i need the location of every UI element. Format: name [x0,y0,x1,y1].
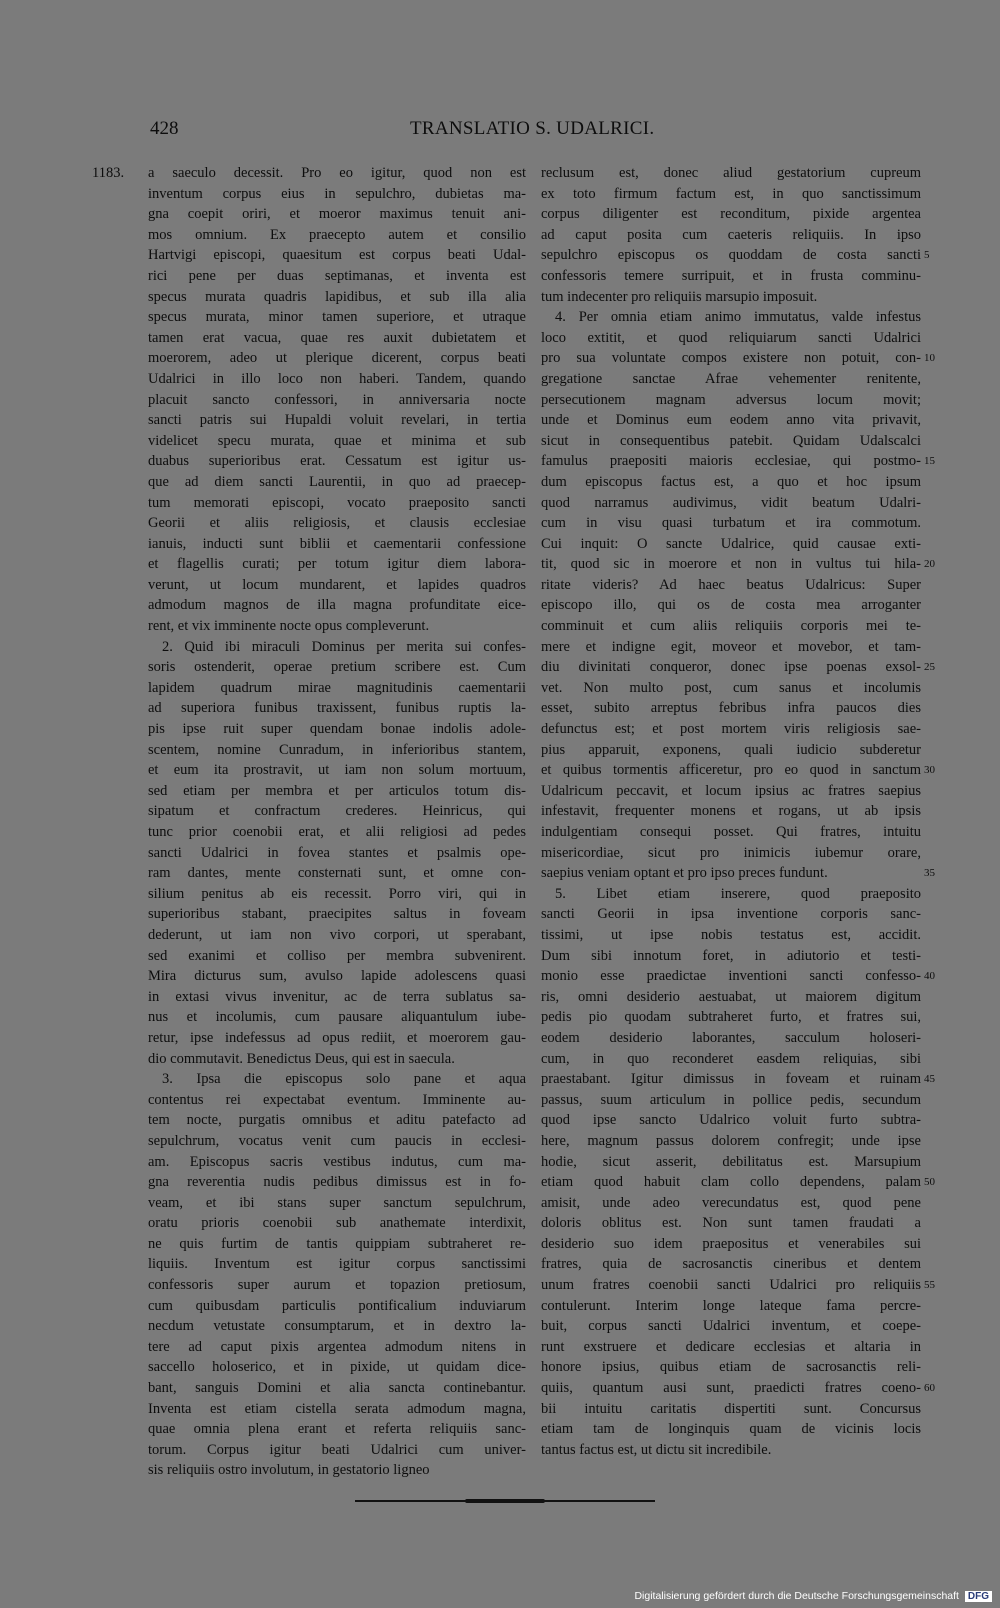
text-line: lapidem quadrum mirae magnitudinis caementarii [148,679,526,696]
text-line: cum, in quo reconderet easdem reliquias, sibi [541,1050,921,1067]
text-line: vet. Non multo post, cum sanus et incolumis [541,679,921,696]
text-line: gregatione sanctae Afrae vehementer renitente, [541,370,921,387]
text-line: cum quibusdam particulis pontificalium induviarum [148,1297,526,1314]
line-number: 55 [924,1279,935,1292]
text-line: reclusum est, donec aliud gestatorium cupreum [541,165,921,181]
text-line: infestavit, frequenter monens et rogans, ut ab ipsis [541,803,921,820]
text-line: am. Episcopus sacris vestibus indutus, cum ma- [148,1153,526,1170]
text-line: here, magnum passus dolorem confregit; unde ipse [541,1132,921,1149]
text-line: fratres, quia de sacrosanctis cineribus et dentem [541,1256,921,1273]
text-line: praestabant. Igitur dimissus in foveam et ruinam [541,1071,921,1088]
text-line: etiam quod habuit clam collo dependens, palam [541,1174,921,1191]
text-line: ianuis, inducti sunt biblii et caementarii confessione [148,535,526,552]
text-line: sancti Udalrici in fovea stantes et psalmis ope- [148,844,526,861]
text-line: moerorem, adeo ut plerique dicerent, corpus beati [148,350,526,367]
text-line: in extasi vivus invenitur, ac de terra sublatus sa- [148,988,526,1005]
text-line: defunctus est; et post mortem viris religiosis sae- [541,721,921,738]
text-line: mos omnium. Ex praecepto autem et consilio [148,226,526,243]
text-line: persecutionem magnam adversus locum movit; [541,391,921,408]
text-line: pedis pio quodam subtraheret furto, et fratres sui, [541,1009,921,1026]
running-title: TRANSLATIO S. UDALRICI. [410,118,655,139]
text-line: Udalricum peccavit, et locum ipsius ac fratres saepius [541,782,921,799]
text-line: tum memorati episcopi, vocato praeposito sancti [148,494,526,511]
text-line: saccello holoserico, et in pixide, ut quidam dice- [148,1359,526,1376]
line-number: 45 [924,1073,935,1086]
text-line: duabus superioribus erat. Cessatum est igitur us- [148,453,526,470]
text-line: gna reverentia nudis pedibus dimissus est in fo- [148,1174,526,1191]
text-line: 2. Quid ibi miraculi Dominus per merita sui confes- [162,638,526,655]
text-line: Inventa est etiam cistella serata admodum magna, [148,1400,526,1417]
text-line: eodem desiderio laborantes, sacculum holoseri- [541,1029,921,1046]
line-number: 15 [924,455,935,468]
text-line: amisit, unde adeo verecundatus est, quod pene [541,1194,921,1211]
text-line: verunt, ut locum mundarent, et lapides quadros [148,576,526,593]
text-line: misericordiae, sicut pro inimicis iubemur orare, [541,844,921,861]
text-line: dum episcopus factus est, a quo et hoc ipsum [541,473,921,490]
text-line: quod narramus audivimus, vidit beatum Udalri- [541,494,921,511]
text-line: silium penitus ab eis recessit. Porro viri, qui in [148,885,526,902]
text-line: famulus praepositi maioris ecclesiae, qui postmo- [541,453,921,470]
line-number: 20 [924,558,935,571]
text-line: comminuit et cum aliis reliquiis corporis mei te- [541,618,921,635]
text-line: tit, quod sic in moerore et non in vultus tui hila- [541,556,921,573]
text-line: bant, sanguis Domini et alia sancta continebantur. [148,1380,526,1397]
text-line: a saeculo decessit. Pro eo igitur, quod non est [148,165,526,181]
text-line: Mira dicturus sum, avulso lapide adolescens quasi [148,968,526,985]
line-number: 30 [924,764,935,777]
text-line: passus, suum articulum in pollice pedis, secundum [541,1091,921,1108]
end-ornament-rule [355,1500,655,1502]
text-line: unum fratres coenobii sancti Udalrici pro reliquiis [541,1277,921,1294]
text-line: ad caput posita cum caeteris reliquiis. In ipso [541,226,921,243]
text-line: pro sua voluntate compos existere non potuit, con- [541,350,921,367]
page-header [0,118,1000,148]
text-line: pius apparuit, exponens, quali iudicio subderetur [541,741,921,758]
text-line: sancti patris sui Hupaldi voluit revelari, in tertia [148,412,526,429]
text-line: quae omnia plena erant et referta reliquiis sanc- [148,1421,526,1438]
text-line: rent, et vix imminente nocte opus compleverunt. [148,618,430,635]
text-line: sed exanimi et colliso per membra subvenirent. [148,947,526,964]
text-line: liquiis. Inventum est igitur corpus sanctissimi [148,1256,526,1273]
text-line: sepulchro episcopus os quoddam de costa sancti [541,247,921,264]
text-line: sicut in consequentibus patebit. Quidam Udalscalci [541,432,921,449]
text-line: scentem, nomine Cunradum, in inferioribus stantem, [148,741,526,758]
text-line: placuit sancto confessori, in anniversaria nocte [148,391,526,408]
footer-credit [634,1590,992,1602]
text-line: tunc prior coenobii erat, et alii religiosi ad pedes [148,824,526,840]
text-line: tere ad caput pixis argentea admodum nitens in [148,1338,526,1355]
text-line: bii intuitu caritatis dispertiti sunt. Concursus [541,1400,921,1417]
text-line: specus murata quadris lapidibus, et sub illa alia [148,288,526,305]
text-line: tissimi, ut ipse nobis testatus est, accidit. [541,926,921,943]
line-number: 60 [924,1382,935,1395]
text-line: 3. Ipsa die episcopus solo pane et aqua [162,1071,526,1088]
line-number: 5 [924,249,930,262]
text-line: dio commutavit. Benedictus Deus, qui est in saecula. [148,1050,455,1067]
text-line: confessoris super aurum et topazion pretiosum, [148,1277,526,1294]
text-line: inventum corpus eius in sepulchro, dubietas ma- [148,185,526,202]
text-line: contentus rei expectabat eventum. Imminente au- [148,1091,526,1108]
footer-text: Digitalisierung gefördert durch die Deutsche Forschungsgemeinschaft [634,1590,959,1602]
text-line: nus et incolumis, cum pausare aliquantulum iube- [148,1009,526,1026]
text-line: soris ostenderit, operae pretium scribere est. Cum [148,659,526,676]
text-line: corpus diligenter est reconditum, pixide argentea [541,206,921,223]
text-line: episcopo illo, qui os de costa mea arroganter [541,597,921,614]
text-line: indulgentiam consequi posset. Qui fratres, intuitu [541,824,921,840]
text-line: 4. Per omnia etiam animo immutatus, valde infestus [555,309,921,326]
text-line: ne quis furtim de tantis quippiam subtraheret re- [148,1235,526,1252]
text-line: ritate videris? Ad haec beatus Udalricus: Super [541,576,921,593]
text-line: sipatum et confractum crederes. Heinricus, qui [148,803,526,820]
text-line: oratu prioris coenobii sub anathemate interdixit, [148,1215,526,1232]
year-marker: 1183. [92,165,125,181]
text-line: tem nocte, purgatis omnibus et aditu patefacto ad [148,1112,526,1129]
line-number: 10 [924,352,935,365]
text-line: Hartvigi episcopi, quaesitum est corpus beati Udal- [148,247,526,264]
line-number: 35 [924,867,935,880]
text-line: veam, et ibi stans super sanctum sepulchrum, [148,1194,526,1211]
text-line: honore ipsius, quibus etiam de sacrosanctis reli- [541,1359,921,1376]
text-line: specus murata, minor tamen superiore, et utraque [148,309,526,326]
text-line: necdum vetustate consumptarum, et in dextro la- [148,1318,526,1335]
text-line: doloris oblitus est. Non sunt tamen fraudati a [541,1215,921,1232]
text-line: quiis, quantum ausi sunt, praedicti fratres coeno- [541,1380,921,1397]
text-line: Dum sibi innotum foret, in adiutorio et testi- [541,947,921,964]
text-line: tamen erat vacua, quae res auxit dubietatem et [148,329,526,346]
text-line: sepulchrum, vocatus venit cum paucis in ecclesi- [148,1132,526,1149]
text-line: et eum ita prostravit, ut iam non solum mortuum, [148,762,526,779]
text-line: unde et Dominus eum eodem anno vita privavit, [541,412,921,429]
text-line: dederunt, ut iam non vivo corpori, ut sperabant, [148,926,526,943]
text-line: ram dantes, mente consternati sunt, et omne con- [148,865,526,882]
line-number: 50 [924,1176,935,1189]
text-line: monio esse praedictae inventioni sancti confesso- [541,968,921,985]
text-line: ad superiora funibus traxissent, funibus ruptis la- [148,700,526,717]
text-line: desiderio suo idem praepositus et venerabiles sui [541,1235,921,1252]
text-line: torum. Corpus igitur beati Udalrici cum univer- [148,1441,526,1458]
text-line: etiam tam de longinquis quam de vicinis locis [541,1421,921,1438]
text-line: runt exstruere et dedicare ecclesias et altaria in [541,1338,921,1355]
text-line: et quibus tormentis afficeretur, pro eo quod in sanctum [541,762,921,779]
text-line: et flagellis curati; per totum igitur diem labora- [148,556,526,573]
text-line: tum indecenter pro reliquiis marsupio imposuit. [541,288,818,305]
right-column [541,163,921,1460]
text-line: saepius veniam optant et pro ipso preces fundunt. [541,865,828,882]
text-line: esset, subito arreptus febribus infra paucos dies [541,700,921,717]
page-number: 428 [150,118,179,139]
text-line: 5. Libet etiam inserere, quod praeposito [555,885,921,902]
left-column [148,163,526,1481]
text-line: cum in visu quasi turbatum et ira commotum. [541,515,921,532]
text-line: Georii et aliis religiosis, et clausis ecclesiae [148,515,526,532]
text-line: hodie, sicut asserit, debilitatus est. Marsupium [541,1153,921,1170]
text-line: videlicet specu murata, quae et minima et sub [148,432,526,449]
text-line: retur, ipse indefessus ad opus rediit, et moerorem gau- [148,1029,526,1046]
text-line: confessoris temere surripuit, et in frusta comminu- [541,267,921,284]
text-line: admodum magnos de illa magna profunditate eice- [148,597,526,614]
text-line: ex toto firmum factum est, in quo sanctissimum [541,185,921,202]
text-line: sis reliquiis ostro involutum, in gestatorio ligneo [148,1462,430,1479]
text-line: buit, corpus sancti Udalrici inventum, et coepe- [541,1318,921,1335]
text-line: superioribus stabant, praecipites saltus in foveam [148,906,526,923]
text-line: gna coepit oriri, et moeror maximus tenuit ani- [148,206,526,223]
dfg-logo: DFG [965,1591,992,1602]
text-line: pis ipse ruit super quendam bonae indolis adole- [148,721,526,738]
text-line: rici pene per duas septimanas, et inventa est [148,267,526,284]
text-line: Udalrici in illo loco non haberi. Tandem, quando [148,370,526,387]
text-line: Cui inquit: O sancte Udalrice, quid causae exti- [541,535,921,552]
text-line: sancti Georii in ipsa inventione corporis sanc- [541,906,921,923]
line-number: 25 [924,661,935,674]
text-line: sed etiam per membra et per articulos totum dis- [148,782,526,799]
text-line: tantus factus est, ut dictu sit incredibile. [541,1441,772,1458]
text-line: ris, omni desiderio aestuabat, ut maiorem digitum [541,988,921,1005]
text-line: que ad diem sancti Laurentii, in quo ad praecep- [148,473,526,490]
text-line: quod ipse sancto Udalrico voluit furto subtra- [541,1112,921,1129]
text-line: mere et indigne egit, moveor et movebor, et tam- [541,638,921,655]
text-line: loco extitit, et quod reliquiarum sancti Udalrici [541,329,921,346]
text-line: contulerunt. Interim longe lateque fama percre- [541,1297,921,1314]
line-number: 40 [924,970,935,983]
text-line: diu divinitati conqueror, donec ipse poenas exsol- [541,659,921,676]
